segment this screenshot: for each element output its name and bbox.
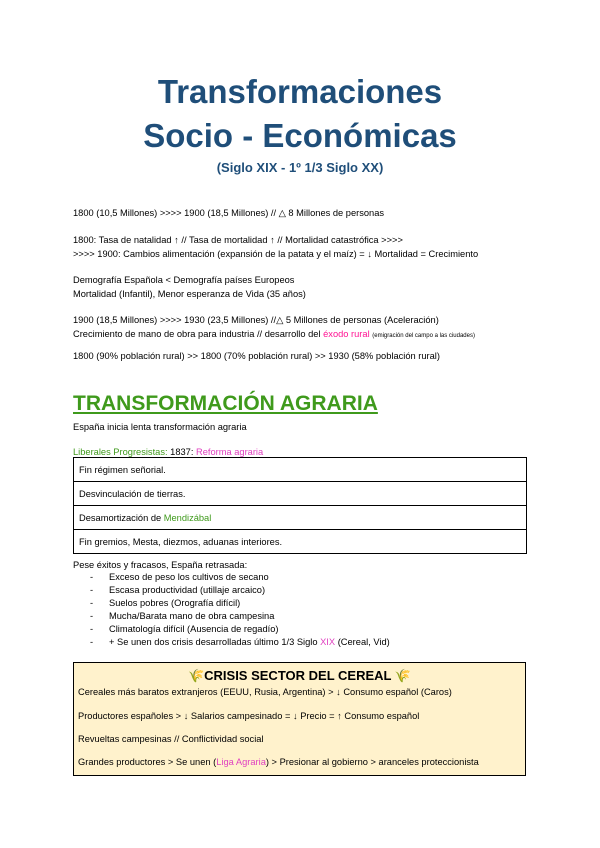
intro-line-6: 1900 (18,5 Millones) >>>> 1930 (23,5 Millones) //△ 5 Millones de personas (Aceleración) — [73, 315, 439, 325]
intro-line-4: Demografía Española < Demografía países Europeos — [73, 275, 295, 285]
cereal-crisis-title — [74, 668, 525, 684]
intro-line-2: 1800: Tasa de natalidad ↑ // Tasa de mortalidad ↑ // Mortalidad catastrófica >>>> — [73, 235, 403, 245]
table-row — [74, 482, 527, 506]
list-item-text: Climatología difícil (Ausencia de regadío) — [109, 624, 279, 634]
page-title-line-1: Transformaciones — [157, 73, 443, 110]
intro-line-8: 1800 (90% población rural) >> 1800 (70% población rural) >> 1930 (58% población rural) — [73, 351, 440, 361]
section-heading-agraria: TRANSFORMACIÓN AGRARIA — [73, 392, 378, 415]
reform-cell — [74, 506, 527, 530]
list-item-text: + Se unen dos crisis desarrolladas último 1/3 Siglo — [109, 637, 321, 647]
liberales-year: 1837: — [167, 447, 196, 457]
list-item — [90, 571, 390, 584]
century-xix: XIX — [320, 637, 336, 647]
table-row — [74, 506, 527, 530]
cereal-line-2: Productores españoles > ↓ Salarios campesinado = ↓ Precio = ↑ Consumo español — [78, 711, 420, 721]
table-row — [74, 458, 527, 482]
intro-line-1: 1800 (10,5 Millones) >>>> 1900 (18,5 Millones) // △ 8 Millones de personas — [73, 208, 385, 218]
cereal-crisis-box — [73, 662, 526, 776]
reform-cell: Desvinculación de tierras. — [74, 482, 527, 506]
reform-cell: Fin régimen señorial. — [74, 458, 527, 482]
list-item-text: Mucha/Barata mano de obra campesina — [109, 611, 275, 621]
dash-bullet: - — [90, 598, 94, 608]
wheat-icon: 🌾 — [187, 668, 205, 683]
dash-bullet: - — [90, 585, 94, 595]
list-item-suffix: (Cereal, Vid) — [335, 637, 390, 647]
page-title-line-2: Socio - Económicas — [143, 117, 457, 154]
dash-bullet: - — [90, 637, 94, 647]
cereal-line-3: Revueltas campesinas // Conflictividad social — [78, 734, 264, 744]
exodo-rural-highlight: éxodo rural — [323, 329, 370, 339]
agraria-intro: España inicia lenta transformación agraria — [73, 422, 247, 432]
exodo-rural-note: (emigración del campo a las ciudades) — [372, 333, 475, 339]
cereal-line-4-suffix: ) > Presionar al gobierno > aranceles proteccionista — [265, 757, 479, 767]
list-item-text: Exceso de peso los cultivos de secano — [109, 572, 269, 582]
dash-bullet: - — [90, 624, 94, 634]
list-item-text: Suelos pobres (Orografía difícil) — [109, 598, 241, 608]
list-item — [90, 623, 390, 636]
intro-line-5: Mortalidad (Infantil), Menor esperanza de Vida (35 años) — [73, 289, 306, 299]
page-subtitle: (Siglo XIX - 1º 1/3 Siglo XX) — [216, 160, 384, 175]
pese-line: Pese éxitos y fracasos, España retrasada: — [73, 560, 248, 570]
cereal-line-4-prefix: Grandes productores > Se unen ( — [78, 757, 217, 767]
list-item — [90, 610, 390, 623]
reforma-agraria-label: Reforma agraria — [196, 447, 264, 457]
list-item-text: Escasa productividad (utillaje arcaico) — [109, 585, 266, 595]
list-item — [90, 584, 390, 597]
mendizabal-name: Mendizábal — [163, 512, 212, 523]
table-row — [74, 530, 527, 554]
issues-list — [90, 571, 390, 649]
cereal-line-1: Cereales más baratos extranjeros (EEUU, Rusia, Argentina) > ↓ Consumo español (Caros) — [78, 687, 452, 697]
list-item — [90, 597, 390, 610]
dash-bullet: - — [90, 572, 94, 582]
reforms-table — [73, 457, 527, 554]
list-item — [90, 636, 390, 649]
wheat-icon: 🌾 — [394, 668, 412, 683]
liberales-label: Liberales Progresistas: — [73, 447, 168, 457]
reform-cell: Fin gremios, Mesta, diezmos, aduanas interiores. — [74, 530, 527, 554]
cereal-title-text: CRISIS SECTOR DEL CEREAL — [204, 668, 392, 683]
intro-line-3: >>>> 1900: Cambios alimentación (expansión de la patata y el maíz) = ↓ Mortalidad = Crecimiento — [73, 249, 479, 259]
cereal-line-4 — [78, 757, 479, 767]
dash-bullet: - — [90, 611, 94, 621]
liga-agraria-label: Liga Agraria — [216, 757, 266, 767]
reform-cell-text: Desamortización de — [79, 512, 164, 523]
intro-line-7-text: Crecimiento de mano de obra para industria // desarrollo del — [73, 329, 324, 339]
intro-line-7 — [73, 328, 475, 342]
